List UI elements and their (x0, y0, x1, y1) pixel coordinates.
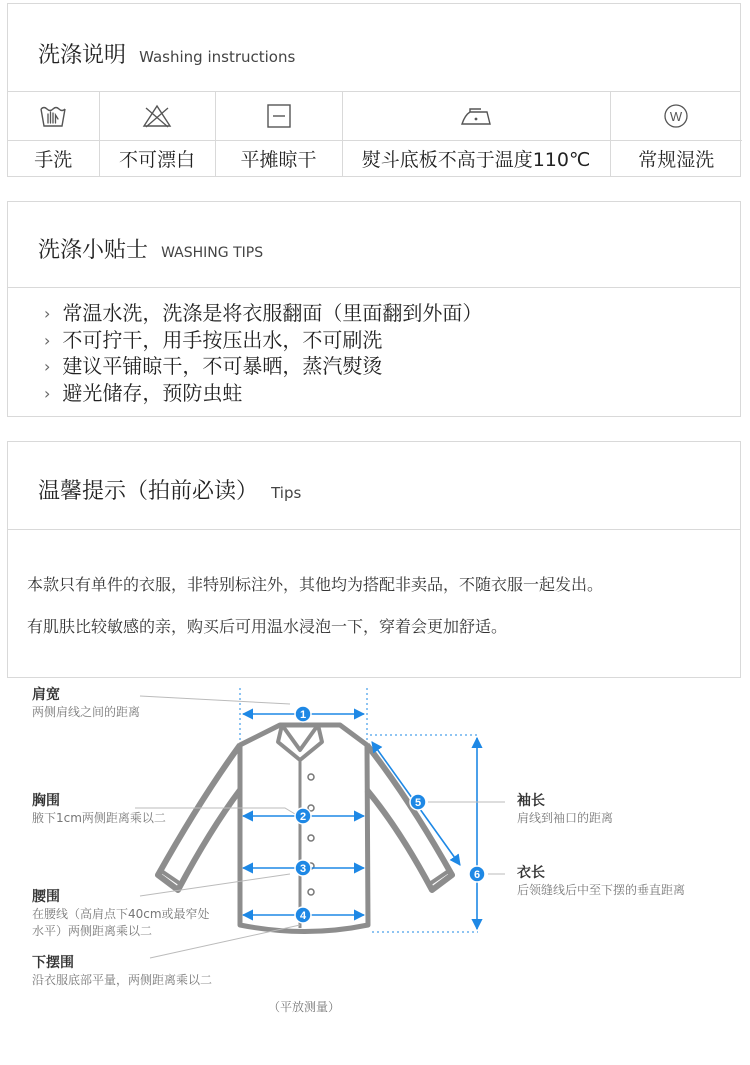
shirt-buttons (308, 774, 314, 895)
list-item (44, 354, 740, 381)
washing-title: 洗涤说明 (38, 43, 127, 68)
svg-text:5: 5 (414, 797, 422, 809)
care-label-iron: 熨斗底板不高于温度110℃ (342, 141, 610, 177)
tip-text: 建议平铺晾干，不可暴晒，蒸汽熨烫 (62, 354, 383, 378)
svg-text:2: 2 (299, 811, 307, 823)
washing-tips-section (7, 201, 741, 417)
waist-label (32, 888, 210, 940)
wet-clean-icon (663, 103, 689, 129)
tips-title: 洗涤小贴士 (38, 238, 149, 263)
care-label-hand-wash: 手洗 (8, 141, 99, 177)
badge-length (469, 866, 485, 882)
chest-label (32, 792, 166, 827)
shoulder-desc: 两侧肩线之间的距离 (32, 705, 141, 719)
flat-measure-caption: （平放测量） (268, 1000, 341, 1014)
tips-list (8, 288, 740, 407)
care-cell (8, 92, 99, 141)
care-cell (342, 92, 610, 141)
hem-title: 下摆围 (32, 955, 74, 971)
badge-chest (295, 808, 311, 824)
tips-title-en: WASHING TIPS (161, 245, 264, 261)
length-desc: 后领缝线后中至下摆的垂直距离 (517, 883, 686, 897)
shoulder-title: 肩宽 (32, 687, 60, 703)
care-icon-row (8, 92, 742, 141)
tips-header (8, 202, 740, 288)
length-label (517, 864, 685, 899)
notice-section (7, 441, 741, 678)
svg-text:1: 1 (299, 709, 307, 721)
care-symbol-table (8, 92, 742, 176)
dry-flat-icon (266, 103, 292, 129)
washing-header (8, 4, 740, 92)
care-label-wet-clean: 常规湿洗 (610, 141, 742, 177)
care-label-dry-flat: 平摊晾干 (215, 141, 342, 177)
notice-title-en: Tips (271, 484, 302, 502)
list-item (44, 328, 740, 355)
waist-desc-1: 在腰线（高肩点下40cm或最窄处 (32, 907, 210, 921)
hem-desc: 沿衣服底部平量，两侧距离乘以二 (32, 973, 213, 987)
sleeve-title: 袖长 (517, 793, 545, 809)
list-item (44, 381, 740, 408)
measurement-diagram (0, 680, 750, 1040)
notice-header (8, 442, 740, 530)
number-badges (295, 706, 485, 923)
chevron-right-icon: › (44, 357, 51, 376)
chest-desc: 腋下1cm两侧距离乘以二 (32, 811, 166, 825)
sleeve-label (517, 792, 613, 827)
sleeve-desc: 肩线到袖口的距离 (517, 811, 614, 825)
washing-instructions-section (7, 3, 741, 177)
shoulder-label (32, 686, 140, 721)
tip-text: 不可拧干，用手按压出水，不可刷洗 (62, 327, 383, 352)
washing-title-en: Washing instructions (139, 48, 296, 66)
svg-text:6: 6 (473, 869, 481, 881)
care-cell (99, 92, 215, 141)
iron-low-icon (459, 103, 493, 129)
no-bleach-icon (141, 103, 173, 129)
measurement-arrows (243, 714, 477, 929)
badge-sleeve (410, 794, 426, 810)
chevron-right-icon: › (44, 304, 51, 323)
badge-waist (295, 860, 311, 876)
length-title: 衣长 (517, 865, 545, 881)
care-label-no-bleach: 不可漂白 (99, 141, 215, 177)
svg-text:3: 3 (299, 863, 307, 875)
tip-text: 避光储存，预防虫蛀 (62, 380, 243, 405)
chevron-right-icon: › (44, 383, 51, 403)
notice-line-1: 本款只有单件的衣服，非特别标注外，其他均为搭配非卖品，不随衣服一起发出。 (27, 575, 604, 594)
care-cell (215, 92, 342, 141)
badge-hem (295, 907, 311, 923)
hand-wash-icon (38, 103, 68, 129)
chevron-right-icon: › (44, 330, 51, 350)
chest-title: 胸围 (32, 793, 60, 809)
svg-text:4: 4 (299, 910, 307, 922)
care-label-row (8, 141, 742, 177)
wet-clean-glyph: W (670, 109, 683, 124)
badge-shoulder (295, 706, 311, 722)
notice-title: 温馨提示（拍前必读） (38, 479, 259, 504)
hem-label (32, 954, 212, 989)
list-item (44, 301, 740, 328)
care-cell (610, 92, 742, 141)
waist-title: 腰围 (32, 889, 60, 905)
waist-desc-2: 水平）两侧距离乘以二 (32, 924, 153, 938)
tip-text: 常温水洗，洗涤是将衣服翻面（里面翻到外面） (62, 301, 483, 325)
notice-line-2: 有肌肤比较敏感的亲，购买后可用温水浸泡一下，穿着会更加舒适。 (27, 617, 508, 636)
